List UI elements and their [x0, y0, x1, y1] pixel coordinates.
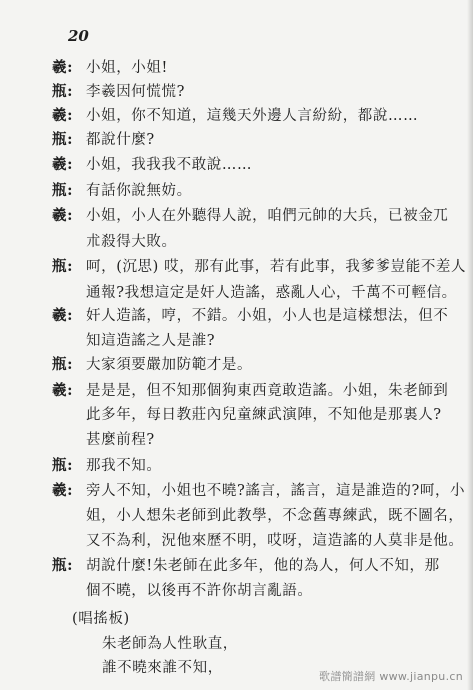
- dialogue-line-continued: [52, 430, 473, 450]
- dialogue-line: [52, 481, 466, 501]
- line-text: 胡說什麼!朱老師在此多年，他的為人，何人不知，那: [86, 558, 440, 574]
- line-text: 小姐，我我我不敢說……: [86, 157, 253, 173]
- line-text: 通報?我想這定是奸人造謠，惑亂人心，千萬不可輕信。: [86, 285, 457, 301]
- dialogue-line-continued: [52, 405, 473, 425]
- dialogue-line-continued: [52, 531, 473, 551]
- line-text: 朮殺得大敗。: [86, 234, 177, 250]
- line-text: 小姐，你不知道，這幾天外邊人言紛紛，都說……: [86, 108, 419, 124]
- speaker-label: 羲:: [52, 207, 74, 224]
- dialogue-line: [52, 355, 462, 375]
- verse-text: 朱老師為人性耿直，: [102, 636, 238, 652]
- dialogue-line: [52, 456, 462, 476]
- dialogue-line: [52, 155, 462, 175]
- dialogue-line-continued: [52, 506, 473, 526]
- dialogue-line-continued: [52, 232, 473, 252]
- line-text: 小姐，小人在外聽得人說，咱們元帥的大兵，已被金兀: [86, 208, 449, 224]
- dialogue-line: [52, 556, 462, 576]
- verse-text: 誰不曉來誰不知，: [102, 660, 223, 676]
- line-text: 此多年，每日教莊內兒童練武演陣，不知他是那裏人?: [86, 407, 442, 423]
- line-text: 那我不知。: [86, 458, 162, 474]
- speaker-label: 瓶:: [52, 356, 74, 373]
- line-text: 奸人造謠，哼，不錯。小姐，小人也是這樣想法，但不: [86, 308, 449, 324]
- line-text: 是是是，但不知那個狗東西竟敢造謠。小姐，朱老師到: [86, 383, 449, 399]
- stage-direction-text: (唱搖板): [72, 611, 130, 627]
- speaker-label: 瓶:: [52, 83, 74, 100]
- line-text: 李羲因何慌慌?: [86, 84, 185, 100]
- dialogue-line: [52, 106, 462, 126]
- dialogue-line: [52, 82, 462, 102]
- speaker-label: 瓶:: [52, 131, 74, 148]
- page-edge-shadow: [467, 0, 473, 690]
- dialogue-line: [52, 306, 462, 326]
- dialogue-line-continued: [52, 331, 473, 351]
- speaker-label: 瓶:: [52, 457, 74, 474]
- line-text: 有話你說無妨。: [86, 183, 192, 199]
- dialogue-line: [52, 257, 467, 277]
- line-text: 大家須要嚴加防範才是。: [86, 357, 253, 373]
- speaker-label: 羲:: [52, 59, 74, 76]
- line-text: 個不曉，以後再不許你胡言亂語。: [86, 583, 313, 599]
- speaker-label: 瓶:: [52, 557, 74, 574]
- line-text: 小姐，小姐!: [86, 60, 168, 76]
- speaker-label: 瓶:: [52, 182, 74, 199]
- line-text: 旁人不知，小姐也不曉?謠言，謠言，這是誰造的?呵，小: [86, 483, 466, 499]
- page-number: 20: [68, 27, 89, 45]
- dialogue-line-continued: [52, 283, 473, 303]
- dialogue-line: [52, 206, 462, 226]
- verse-line: [52, 634, 473, 654]
- speaker-label: 瓶:: [52, 258, 74, 275]
- line-text: 都說什麼?: [86, 132, 155, 148]
- line-text: 知這造謠之人是誰?: [86, 333, 216, 349]
- site-watermark: 歌譜簡譜網 www.jianpu.cn: [319, 670, 463, 683]
- dialogue-line-continued: [52, 581, 473, 601]
- dialogue-line: [52, 381, 462, 401]
- speaker-label: 羲:: [52, 156, 74, 173]
- dialogue-line: [52, 130, 462, 150]
- stage-direction: [52, 609, 473, 629]
- line-text: 甚麼前程?: [86, 432, 155, 448]
- dialogue-line: [52, 58, 462, 78]
- speaker-label: 羲:: [52, 107, 74, 124]
- speaker-label: 羲:: [52, 482, 74, 499]
- line-text: 呵，(沉思) 哎，那有此事，若有此事，我爹爹豈能不差人: [86, 259, 467, 275]
- speaker-label: 羲:: [52, 307, 74, 324]
- line-text: 姐，小人想朱老師到此教學，不念舊專練武，既不圖名，: [86, 508, 464, 524]
- speaker-label: 羲:: [52, 382, 74, 399]
- dialogue-line: [52, 181, 462, 201]
- line-text: 又不為利，況他來歷不明，哎呀，這造謠的人莫非是他。: [86, 533, 464, 549]
